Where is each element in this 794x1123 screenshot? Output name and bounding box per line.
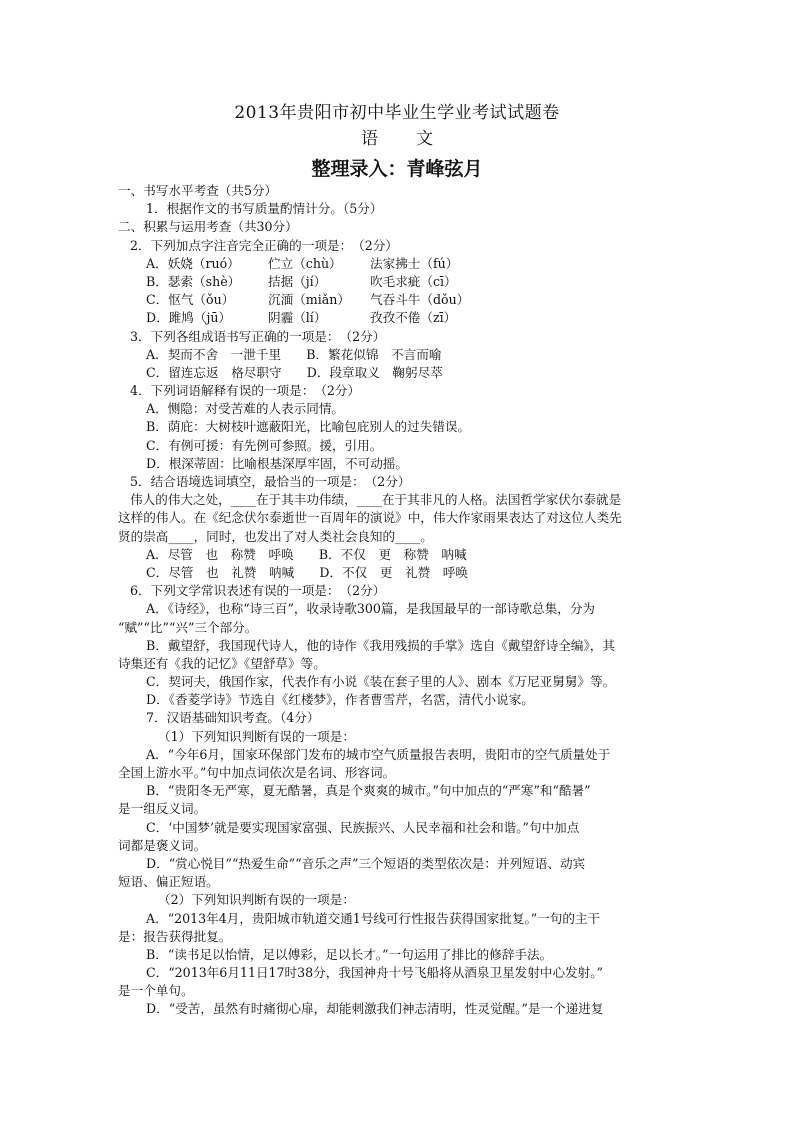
passage-line: 伟人的伟大之处，____在于其丰功伟绩，____在于其非凡的人格。法国哲学家伏尔泰就是 bbox=[130, 492, 622, 508]
option-cell: 孜孜不倦（zī） bbox=[370, 310, 457, 326]
option-line: A．《诗经》，也称“诗三百”，收录诗歌300篇，是我国最早的一部诗歌总集，分为 bbox=[146, 601, 596, 617]
option-line: C．‘中国梦’就是要实现国家富强、民族振兴、人民幸福和社会和谐。”句中加点 bbox=[146, 819, 580, 835]
option-line: A．契而不舍 一泄千里 B．繁花似锦 不言而喻 bbox=[146, 346, 442, 362]
option-line: A．恻隐：对受苦难的人表示同情。 bbox=[146, 401, 345, 417]
option-line: D．根深蒂固：比喻根基深厚牢固，不可动摇。 bbox=[146, 455, 408, 471]
option-line: D．“受苦，虽然有时痛彻心扉，却能刺激我们神志清明，性灵觉醒。”是一个递进复 bbox=[146, 1001, 604, 1017]
option-cell: B．瑟索（shè） bbox=[146, 273, 241, 289]
option-line: 全国上游水平。”句中加点词依次是名词、形容词。 bbox=[118, 765, 396, 780]
subquestion-line: （1）下列知识判断有误的一项是： bbox=[158, 728, 355, 744]
option-cell: C．怄气（ǒu） bbox=[146, 292, 235, 308]
option-cell: 阴霾（lí） bbox=[268, 310, 327, 326]
exam-body bbox=[118, 182, 684, 1019]
option-cell: 法家拂士（fú） bbox=[370, 255, 459, 271]
question-line: 7．汉语基础知识考查。（4分） bbox=[146, 710, 320, 726]
option-line: C．契诃夫，俄国作家，代表作有小说《装在套子里的人》、剧本《万尼亚舅舅》等。 bbox=[146, 674, 616, 690]
option-line: D．《香菱学诗》节选自《红楼梦》，作者曹雪芹，名霑，清代小说家。 bbox=[146, 692, 534, 708]
question-line: 5．结合语境选词填空，最恰当的一项是： （2分） bbox=[130, 474, 411, 489]
option-cell: 沉湎（miǎn） bbox=[268, 292, 350, 308]
option-row bbox=[118, 255, 684, 273]
option-line: 是：报告获得批复。 bbox=[118, 928, 232, 944]
option-cell: A．妖娆（ruó） bbox=[146, 255, 240, 271]
option-line: A．尽管 也 称赞 呼唤 B．不仅 更 称赞 呐喊 bbox=[146, 546, 467, 562]
option-line: D．“赏心悦目”“热爱生命”“音乐之声”三个短语的类型依次是：并列短语、动宾 bbox=[146, 855, 586, 871]
option-line: 短语、偏正短语。 bbox=[118, 874, 219, 890]
subject-heading: 语文 bbox=[361, 129, 471, 149]
question-line: 4．下列词语解释有误的一项是： （2分） bbox=[130, 383, 361, 399]
option-row bbox=[118, 309, 684, 327]
passage-line: 这样的伟人。在《纪念伏尔泰逝世一百周年的演说》中，伟大作家雨果表达了对这位人类先 bbox=[118, 510, 622, 526]
option-line: A．“今年6月，国家环保部门发布的城市空气质量报告表明，贵阳市的空气质量处于 bbox=[146, 746, 611, 762]
question-line: 6．下列文学常识表述有误的一项是： （2分） bbox=[130, 583, 386, 599]
compiler-credit: 整理录入：青峰弦月 bbox=[311, 158, 483, 180]
option-line: 是一个单句。 bbox=[118, 983, 194, 999]
option-line: B．“读书足以怡情，足以傅彩，足以长才。”一句运用了排比的修辞手法。 bbox=[146, 946, 553, 962]
option-line: 是一组反义词。 bbox=[118, 801, 207, 817]
option-cell: 拮据（jí） bbox=[268, 273, 327, 289]
option-cell: 气吞斗牛（dǒu） bbox=[370, 292, 470, 308]
option-cell: D．雎鸠（jū） bbox=[146, 310, 232, 326]
option-line: B．“贵阳冬无严寒，夏无酷暑，真是个爽爽的城市。”句中加点的“严寒”和“酷暑” bbox=[146, 783, 591, 799]
option-line: B．荫庇：大树枝叶遮蔽阳光，比喻包庇别人的过失错误。 bbox=[146, 419, 471, 435]
section-heading: 二、积累与运用考查（共30分） bbox=[118, 219, 298, 235]
option-line: “赋”“比”“兴”三个部分。 bbox=[118, 619, 258, 635]
option-cell: 吹毛求疵（cī） bbox=[370, 273, 457, 289]
subquestion-line: （2）下列知识判断有误的一项是： bbox=[158, 892, 355, 908]
option-line: B．戴望舒，我国现代诗人，他的诗作《我用残损的手掌》选自《戴望舒诗全编》，其 bbox=[146, 637, 615, 653]
question-line: 1．根据作文的书写质量酌情计分。（5分） bbox=[146, 201, 383, 217]
option-row bbox=[118, 273, 684, 291]
option-line: C．尽管 也 礼赞 呐喊 D．不仅 更 礼赞 呼唤 bbox=[146, 564, 468, 580]
option-line: 诗集还有《我的记忆》《望舒草》等。 bbox=[118, 655, 326, 671]
option-line: C．留连忘返 格尽职守 D．段章取义 鞠躬尽萃 bbox=[146, 364, 443, 380]
question-line: 3．下列各组成语书写正确的一项是： （2分） bbox=[130, 328, 386, 344]
passage-line: 贤的崇高____，同时，也发出了对人类社会良知的____。 bbox=[118, 528, 433, 544]
question-line: 2．下列加点字注音完全正确的一项是： （2分） bbox=[130, 237, 398, 253]
exam-title: 2013年贵阳市初中毕业生学业考试试题卷 bbox=[234, 103, 560, 123]
option-line: A．“2013年4月，贵阳城市轨道交通1号线可行性报告获得国家批复。”一句的主干 bbox=[146, 910, 601, 926]
section-heading: 一、书写水平考查（共5分） bbox=[118, 183, 278, 198]
option-cell: 伫立（chù） bbox=[268, 255, 342, 271]
option-line: C．有例可援：有先例可参照。援，引用。 bbox=[146, 437, 383, 453]
option-line: 词都是褒义词。 bbox=[118, 837, 207, 853]
option-line: C．“2013年6月11日17时38分，我国神舟十号飞船将从酒泉卫星发射中心发射。” bbox=[146, 965, 603, 981]
option-row bbox=[118, 291, 684, 309]
